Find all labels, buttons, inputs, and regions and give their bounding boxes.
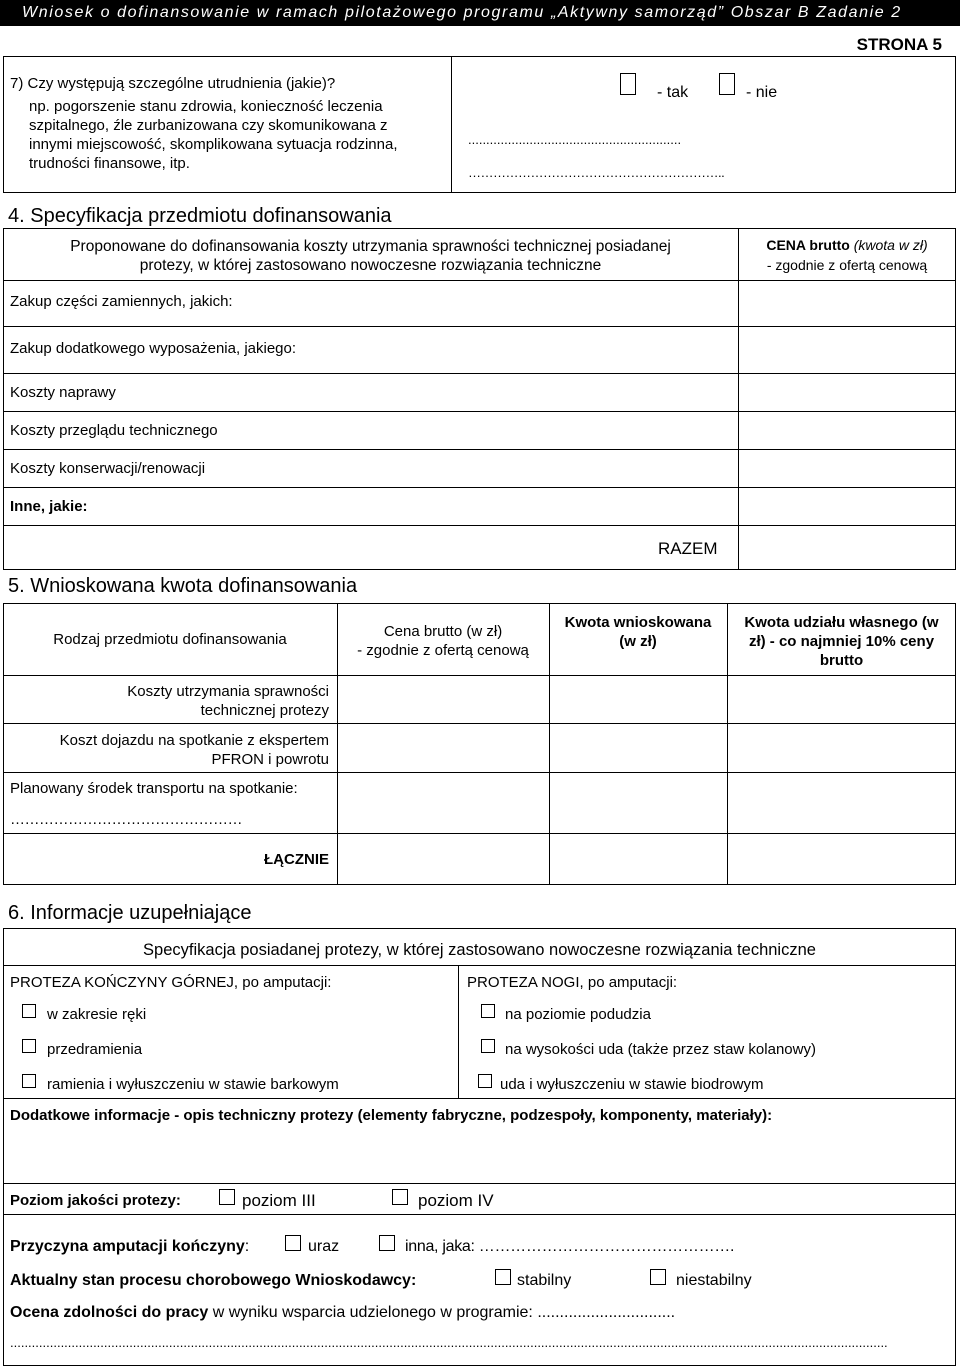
s6-lower-option-shin: na poziomie podudzia xyxy=(505,1006,651,1023)
s6-cause-checkbox-other[interactable] xyxy=(379,1235,395,1251)
s4-row-repair: Koszty naprawy xyxy=(10,384,116,401)
document-header: Wniosek o dofinansowanie w ramach pilotażowego programu „Aktywny samorząd” Obszar B Zadanie 2 xyxy=(0,0,960,26)
q7-answer-dots-1[interactable]: ........................................................... xyxy=(468,132,682,147)
s5-col2-head-1: Cena brutto (w zł) xyxy=(383,623,503,640)
s6-state-checkbox-stable[interactable] xyxy=(495,1269,511,1285)
s5-col2-head-2: - zgodnie z ofertą cenową xyxy=(357,642,529,659)
s6-upper-option-forearm: przedramienia xyxy=(47,1041,143,1058)
s4-head-right-2: - zgodnie z ofertą cenową xyxy=(766,257,928,273)
s5-head-line xyxy=(3,675,956,676)
s5-row2-label-2: PFRON i powrotu xyxy=(211,751,329,768)
q7-divider xyxy=(451,56,452,193)
s6-upper-checkbox-forearm[interactable] xyxy=(22,1039,36,1053)
s6-cause-colon: : xyxy=(244,1238,250,1255)
s6-quality-checkbox-3[interactable] xyxy=(219,1189,235,1205)
q7-hint-2: szpitalnego, źle zurbanizowana czy skomunikowana z xyxy=(29,117,388,134)
s5-row-line xyxy=(3,833,956,834)
s6-quality-option-3: poziom III xyxy=(242,1191,316,1210)
s6-col-divider xyxy=(458,965,459,1098)
s5-col4-head-2: zł) - co najmniej 10% ceny xyxy=(748,633,935,650)
s6-upper-option-hand: w zakresie ręki xyxy=(47,1006,147,1023)
s5-row-line xyxy=(3,772,956,773)
s4-row-line xyxy=(3,411,956,412)
s5-row3-dots[interactable]: ………………………………………… xyxy=(10,811,242,828)
q7-question: 7) Czy występują szczególne utrudnienia (jakie)? xyxy=(10,75,336,92)
s6-cause-row xyxy=(10,1237,249,1256)
s5-col1-head: Rodzaj przedmiotu dofinansowania xyxy=(53,631,287,648)
s4-row-maintenance: Koszty konserwacji/renowacji xyxy=(10,460,206,477)
s6-upper-title: PROTEZA KOŃCZYNY GÓRNEJ, po amputacji: xyxy=(10,974,332,991)
s5-row2-label-1: Koszt dojazdu na spotkanie z ekspertem xyxy=(59,732,329,749)
s4-row-inspection: Koszty przeglądu technicznego xyxy=(10,422,218,439)
s4-head-right-1 xyxy=(738,236,956,255)
q7-hint-4: trudności finansowe, itp. xyxy=(29,155,190,172)
s6-cause-option-injury: uraz xyxy=(308,1238,340,1255)
s6-upper-option-arm: ramienia i wyłuszczeniu w stawie barkowym xyxy=(47,1076,339,1093)
s5-row3-label: Planowany środek transportu na spotkanie: xyxy=(10,780,298,797)
s6-ability-label: Ocena zdolności do pracy xyxy=(10,1304,209,1321)
s5-total-label: ŁĄCZNIE xyxy=(264,851,329,868)
s6-extra-info-label: Dodatkowe informacje - opis techniczny protezy (elementy fabryczne, podzespoły, komponenty, materiały): xyxy=(10,1107,773,1124)
s6-cause-option-other[interactable]: inna, jaka: …………………………………………. xyxy=(405,1238,735,1255)
s5-col3-head-2: (w zł) xyxy=(619,633,657,650)
s6-line xyxy=(3,1214,956,1215)
section-6-title: 6. Informacje uzupełniające xyxy=(8,902,252,924)
s5-row-line xyxy=(3,723,956,724)
s6-quality-checkbox-4[interactable] xyxy=(392,1189,408,1205)
s6-quality-label: Poziom jakości protezy: xyxy=(10,1192,181,1209)
s4-head-right-bold: CENA brutto xyxy=(766,237,850,253)
s6-state-option-unstable: niestabilny xyxy=(676,1272,752,1289)
s5-col3-head-1: Kwota wnioskowana xyxy=(564,614,712,631)
s6-line xyxy=(3,1183,956,1184)
s4-row-equipment: Zakup dodatkowego wyposażenia, jakiego: xyxy=(10,340,297,357)
q7-hint-3: innymi miejscowość, skomplikowana sytuacja rodzinna, xyxy=(29,136,398,153)
s4-head-left-2: protezy, w której zastosowano nowoczesne rozwiązania techniczne xyxy=(139,257,602,274)
q7-hint-1: np. pogorszenie stanu zdrowia, konieczność leczenia xyxy=(29,98,383,115)
s6-cause-label: Przyczyna amputacji kończyny xyxy=(10,1238,245,1255)
q7-yes-checkbox[interactable] xyxy=(620,73,636,95)
s4-row-other: Inne, jakie: xyxy=(10,498,88,515)
s5-row1-label-1: Koszty utrzymania sprawności xyxy=(127,683,329,700)
s6-lower-checkbox-shin[interactable] xyxy=(481,1004,495,1018)
s6-upper-checkbox-hand[interactable] xyxy=(22,1004,36,1018)
s6-ability-row[interactable] xyxy=(10,1303,675,1322)
q7-yes-label: - tak xyxy=(657,84,689,101)
s6-state-checkbox-unstable[interactable] xyxy=(650,1269,666,1285)
s6-lower-checkbox-hip[interactable] xyxy=(478,1074,492,1088)
s6-state-label: Aktualny stan procesu chorobowego Wnioskodawcy: xyxy=(10,1272,417,1289)
q7-no-label: - nie xyxy=(746,84,778,101)
s4-row-line xyxy=(3,326,956,327)
s6-ability-text: w wyniku wsparcia udzielonego w programie: ............................... xyxy=(208,1304,676,1321)
s6-ability-dots[interactable]: ................................................................................................................................................................................................................................................... xyxy=(10,1335,888,1350)
s4-total-label: RAZEM xyxy=(658,539,718,558)
s6-lower-title: PROTEZA NOGI, po amputacji: xyxy=(467,974,678,991)
section-4-title: 4. Specyfikacja przedmiotu dofinansowania xyxy=(8,205,392,227)
s6-line xyxy=(3,965,956,966)
s6-lower-option-hip: uda i wyłuszczeniu w stawie biodrowym xyxy=(500,1076,764,1093)
s4-row-parts: Zakup części zamiennych, jakich: xyxy=(10,293,233,310)
s4-head-line xyxy=(3,280,956,281)
s4-row-line xyxy=(3,525,956,526)
s6-lower-checkbox-thigh[interactable] xyxy=(481,1039,495,1053)
q7-answer-dots-2[interactable]: …………………………………………………….. xyxy=(468,165,725,180)
q7-no-checkbox[interactable] xyxy=(719,73,735,95)
s6-line xyxy=(3,1098,956,1099)
s5-row1-label-2: technicznej protezy xyxy=(200,702,329,719)
s5-col4-head-1: Kwota udziału własnego (w xyxy=(744,614,939,631)
section-5-title: 5. Wnioskowana kwota dofinansowania xyxy=(8,575,358,597)
s6-upper-checkbox-arm[interactable] xyxy=(22,1074,36,1088)
s6-state-option-stable: stabilny xyxy=(517,1272,572,1289)
s6-quality-option-4: poziom IV xyxy=(418,1191,494,1210)
s4-row-line xyxy=(3,487,956,488)
s4-head-left-1: Proponowane do dofinansowania koszty utrzymania sprawności technicznej posiadanej xyxy=(70,238,671,255)
s6-spec-title: Specyfikacja posiadanej protezy, w której zastosowano nowoczesne rozwiązania techniczne xyxy=(143,941,816,959)
page-number: STRONA 5 xyxy=(856,35,942,54)
s4-row-line xyxy=(3,449,956,450)
s4-head-right-italic: (kwota w zł) xyxy=(849,237,928,253)
s4-row-line xyxy=(3,373,956,374)
s5-col4-head-3: brutto xyxy=(819,652,864,669)
s6-cause-checkbox-injury[interactable] xyxy=(285,1235,301,1251)
s6-lower-option-thigh: na wysokości uda (także przez staw kolanowy) xyxy=(505,1041,816,1058)
s6-extra-info-field[interactable] xyxy=(4,1128,955,1182)
